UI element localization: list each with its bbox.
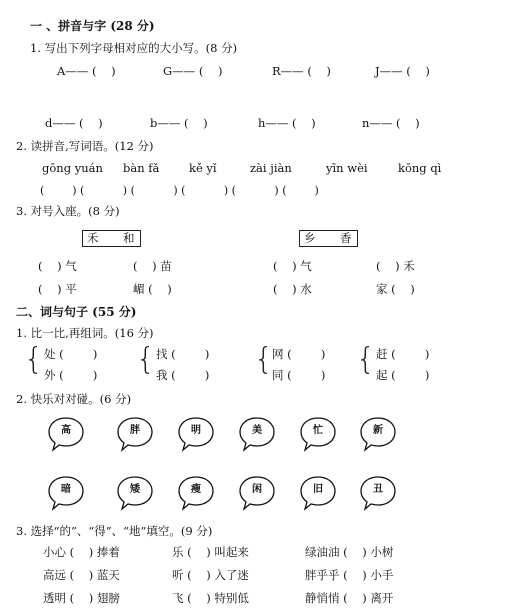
particle-item: 胖乎乎 ( ) 小手 [305, 568, 394, 582]
speech-bubble [47, 416, 85, 449]
letter-item: n—— ( ) [362, 116, 420, 130]
particle-item: 高远 ( ) 蓝天 [43, 568, 120, 582]
letter-item: b—— ( ) [150, 116, 208, 130]
speech-bubble [299, 416, 337, 449]
particle-item: 乐 ( ) 叫起来 [172, 545, 249, 559]
speech-bubble [47, 475, 85, 508]
bubble-char: 新 [373, 425, 383, 436]
q2-title: 2. 读拼音,写词语。(12 分) [16, 139, 154, 153]
particle-item: 听 ( ) 入了迷 [172, 568, 249, 582]
compare-item: 我 ( ) [156, 368, 210, 382]
compare-item: 同 ( ) [272, 368, 326, 382]
char: 禾 [87, 231, 99, 245]
particle-item: 静悄悄 ( ) 离开 [305, 591, 394, 605]
q22-title: 2. 快乐对对碰。(6 分) [16, 392, 132, 406]
pinyin-blanks: ( ) ( ) ( ) ( ) ( ) ( ) [40, 184, 319, 197]
compare-item: 处 ( ) [44, 347, 98, 361]
fill-item: 嵋 ( ) [133, 282, 172, 296]
brace-icon: { [136, 342, 156, 377]
pinyin-item: kě yǐ [189, 161, 217, 175]
bubble-char: 闲 [252, 484, 262, 495]
letter-item: R—— ( ) [272, 64, 331, 78]
fill-item: ( ) 气 [273, 259, 312, 273]
speech-bubble [177, 416, 215, 449]
fill-item: ( ) 禾 [376, 259, 415, 273]
bubble-char: 忙 [313, 425, 323, 436]
particle-item: 飞 ( ) 特别低 [172, 591, 249, 605]
letter-item: A—— ( ) [57, 64, 116, 78]
pinyin-item: zài jiàn [250, 161, 292, 175]
letter-item: h—— ( ) [258, 116, 316, 130]
bubble-char: 美 [252, 425, 262, 436]
bubble-char: 暗 [61, 484, 71, 495]
particle-item: 透明 ( ) 翅膀 [43, 591, 120, 605]
letter-item: d—— ( ) [45, 116, 103, 130]
pinyin-item: yīn wèi [326, 161, 368, 175]
bubble-char: 明 [191, 425, 201, 436]
letter-item: J—— ( ) [375, 64, 430, 78]
char-box-1 [82, 230, 141, 247]
particle-item: 小心 ( ) 捧着 [43, 545, 120, 559]
char: 乡 [304, 231, 316, 245]
particle-item: 绿油油 ( ) 小树 [305, 545, 394, 559]
char: 香 [340, 231, 352, 245]
bubble-char: 矮 [130, 484, 140, 495]
compare-item: 赶 ( ) [376, 347, 430, 361]
letter-item: G—— ( ) [163, 64, 223, 78]
brace-icon: { [254, 342, 274, 377]
speech-bubble [359, 475, 397, 508]
compare-item: 起 ( ) [376, 368, 430, 382]
speech-bubble [116, 416, 154, 449]
section1-title: 一 、拼音与字 (28 分) [30, 19, 155, 33]
q23-title: 3. 选择“的”、“得”、“地”填空。(9 分) [16, 524, 213, 538]
q1-title: 1. 写出下列字母相对应的大小写。(8 分) [30, 41, 238, 55]
q21-title: 1. 比一比,再组词。(16 分) [16, 326, 154, 340]
fill-item: ( ) 苗 [133, 259, 172, 273]
bubble-char: 胖 [130, 425, 140, 436]
speech-bubble [116, 475, 154, 508]
pinyin-item: bàn fǎ [123, 161, 160, 175]
compare-item: 找 ( ) [156, 347, 210, 361]
bubble-char: 丑 [373, 484, 383, 495]
char: 和 [123, 231, 135, 245]
pinyin-item: gōng yuán [42, 161, 103, 175]
char-box-2 [299, 230, 358, 247]
pinyin-item: kōng qì [398, 161, 442, 175]
fill-item: ( ) 水 [273, 282, 312, 296]
speech-bubble [359, 416, 397, 449]
speech-bubble [299, 475, 337, 508]
section2-title: 二、词与句子 (55 分) [16, 305, 137, 319]
bubble-char: 旧 [313, 484, 323, 495]
speech-bubble [238, 475, 276, 508]
speech-bubble [177, 475, 215, 508]
bubble-char: 高 [61, 425, 71, 436]
fill-item: ( ) 气 [38, 259, 77, 273]
bubble-char: 瘦 [191, 484, 201, 495]
fill-item: ( ) 平 [38, 282, 77, 296]
speech-bubble [238, 416, 276, 449]
compare-item: 网 ( ) [272, 347, 326, 361]
compare-item: 外 ( ) [44, 368, 98, 382]
brace-icon: { [356, 342, 376, 377]
fill-item: 家 ( ) [376, 282, 415, 296]
q3-title: 3. 对号入座。(8 分) [16, 204, 120, 218]
brace-icon: { [24, 342, 44, 377]
